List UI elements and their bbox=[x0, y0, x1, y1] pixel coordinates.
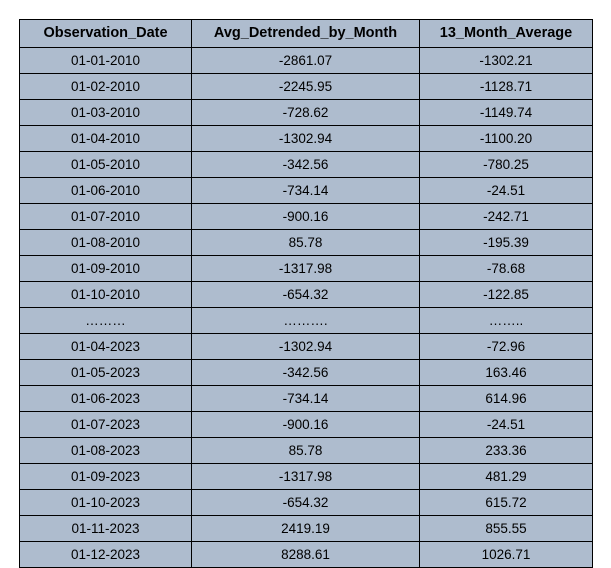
table-cell: -900.16 bbox=[192, 204, 420, 230]
column-header-observation-date: Observation_Date bbox=[20, 20, 192, 48]
table-row bbox=[20, 438, 593, 464]
table-cell: 01-02-2010 bbox=[20, 74, 192, 100]
table-cell: ……… bbox=[20, 308, 192, 334]
table-cell: 614.96 bbox=[420, 386, 593, 412]
table-cell: 855.55 bbox=[420, 516, 593, 542]
table-cell: -195.39 bbox=[420, 230, 593, 256]
table-row bbox=[20, 542, 593, 568]
table-cell: 1026.71 bbox=[420, 542, 593, 568]
table-cell: -122.85 bbox=[420, 282, 593, 308]
table-cell: -2861.07 bbox=[192, 48, 420, 74]
table-row bbox=[20, 412, 593, 438]
table-cell: 2419.19 bbox=[192, 516, 420, 542]
table-cell: 233.36 bbox=[420, 438, 593, 464]
table-cell: ………. bbox=[192, 308, 420, 334]
table-cell: 01-09-2023 bbox=[20, 464, 192, 490]
table-row bbox=[20, 490, 593, 516]
table-cell: 01-08-2023 bbox=[20, 438, 192, 464]
table-cell: -72.96 bbox=[420, 334, 593, 360]
table-row bbox=[20, 256, 593, 282]
table-cell: -1302.94 bbox=[192, 334, 420, 360]
table-row bbox=[20, 334, 593, 360]
table-cell: 01-10-2010 bbox=[20, 282, 192, 308]
table-row bbox=[20, 74, 593, 100]
table-cell: 163.46 bbox=[420, 360, 593, 386]
table-cell: -242.71 bbox=[420, 204, 593, 230]
table-cell: 01-09-2010 bbox=[20, 256, 192, 282]
table-row bbox=[20, 48, 593, 74]
table-cell: 01-12-2023 bbox=[20, 542, 192, 568]
table-row bbox=[20, 360, 593, 386]
table-cell: -1302.94 bbox=[192, 126, 420, 152]
table-cell: 01-07-2010 bbox=[20, 204, 192, 230]
data-table-container bbox=[19, 19, 592, 568]
table-row bbox=[20, 464, 593, 490]
table-row bbox=[20, 308, 593, 334]
table-cell: -342.56 bbox=[192, 360, 420, 386]
table-row bbox=[20, 100, 593, 126]
table-cell: -1128.71 bbox=[420, 74, 593, 100]
table-cell: -900.16 bbox=[192, 412, 420, 438]
table-cell: 01-04-2010 bbox=[20, 126, 192, 152]
column-header-avg-detrended-by-month: Avg_Detrended_by_Month bbox=[192, 20, 420, 48]
table-cell: -728.62 bbox=[192, 100, 420, 126]
table-cell: 85.78 bbox=[192, 230, 420, 256]
table-cell: 85.78 bbox=[192, 438, 420, 464]
table-cell: 01-06-2010 bbox=[20, 178, 192, 204]
table-cell: -24.51 bbox=[420, 178, 593, 204]
table-cell: -1100.20 bbox=[420, 126, 593, 152]
table-cell: -734.14 bbox=[192, 178, 420, 204]
table-cell: 01-05-2023 bbox=[20, 360, 192, 386]
table-row bbox=[20, 204, 593, 230]
table-cell: 481.29 bbox=[420, 464, 593, 490]
table-cell: -734.14 bbox=[192, 386, 420, 412]
table-cell: -24.51 bbox=[420, 412, 593, 438]
table-cell: 01-11-2023 bbox=[20, 516, 192, 542]
table-header bbox=[20, 20, 593, 48]
table-row bbox=[20, 126, 593, 152]
table-cell: -1149.74 bbox=[420, 100, 593, 126]
table-cell: 01-06-2023 bbox=[20, 386, 192, 412]
table-row bbox=[20, 152, 593, 178]
table-cell: 01-10-2023 bbox=[20, 490, 192, 516]
table-cell: -654.32 bbox=[192, 490, 420, 516]
table-cell: -1317.98 bbox=[192, 464, 420, 490]
table-cell: 01-01-2010 bbox=[20, 48, 192, 74]
table-cell: 01-04-2023 bbox=[20, 334, 192, 360]
table-cell: 615.72 bbox=[420, 490, 593, 516]
table-cell: -342.56 bbox=[192, 152, 420, 178]
table-cell: …….. bbox=[420, 308, 593, 334]
table-cell: -1302.21 bbox=[420, 48, 593, 74]
table-row bbox=[20, 516, 593, 542]
table-row bbox=[20, 386, 593, 412]
table-cell: 01-03-2010 bbox=[20, 100, 192, 126]
table-header-row bbox=[20, 20, 593, 48]
table-cell: -2245.95 bbox=[192, 74, 420, 100]
table-cell: 01-07-2023 bbox=[20, 412, 192, 438]
table-cell: 8288.61 bbox=[192, 542, 420, 568]
table-cell: 01-08-2010 bbox=[20, 230, 192, 256]
column-header-13-month-average: 13_Month_Average bbox=[420, 20, 593, 48]
table-body bbox=[20, 48, 593, 568]
table-cell: -654.32 bbox=[192, 282, 420, 308]
table-row bbox=[20, 230, 593, 256]
table-cell: -780.25 bbox=[420, 152, 593, 178]
table-row bbox=[20, 282, 593, 308]
table-cell: -1317.98 bbox=[192, 256, 420, 282]
table-row bbox=[20, 178, 593, 204]
table-cell: -78.68 bbox=[420, 256, 593, 282]
observations-table bbox=[19, 19, 593, 568]
table-cell: 01-05-2010 bbox=[20, 152, 192, 178]
